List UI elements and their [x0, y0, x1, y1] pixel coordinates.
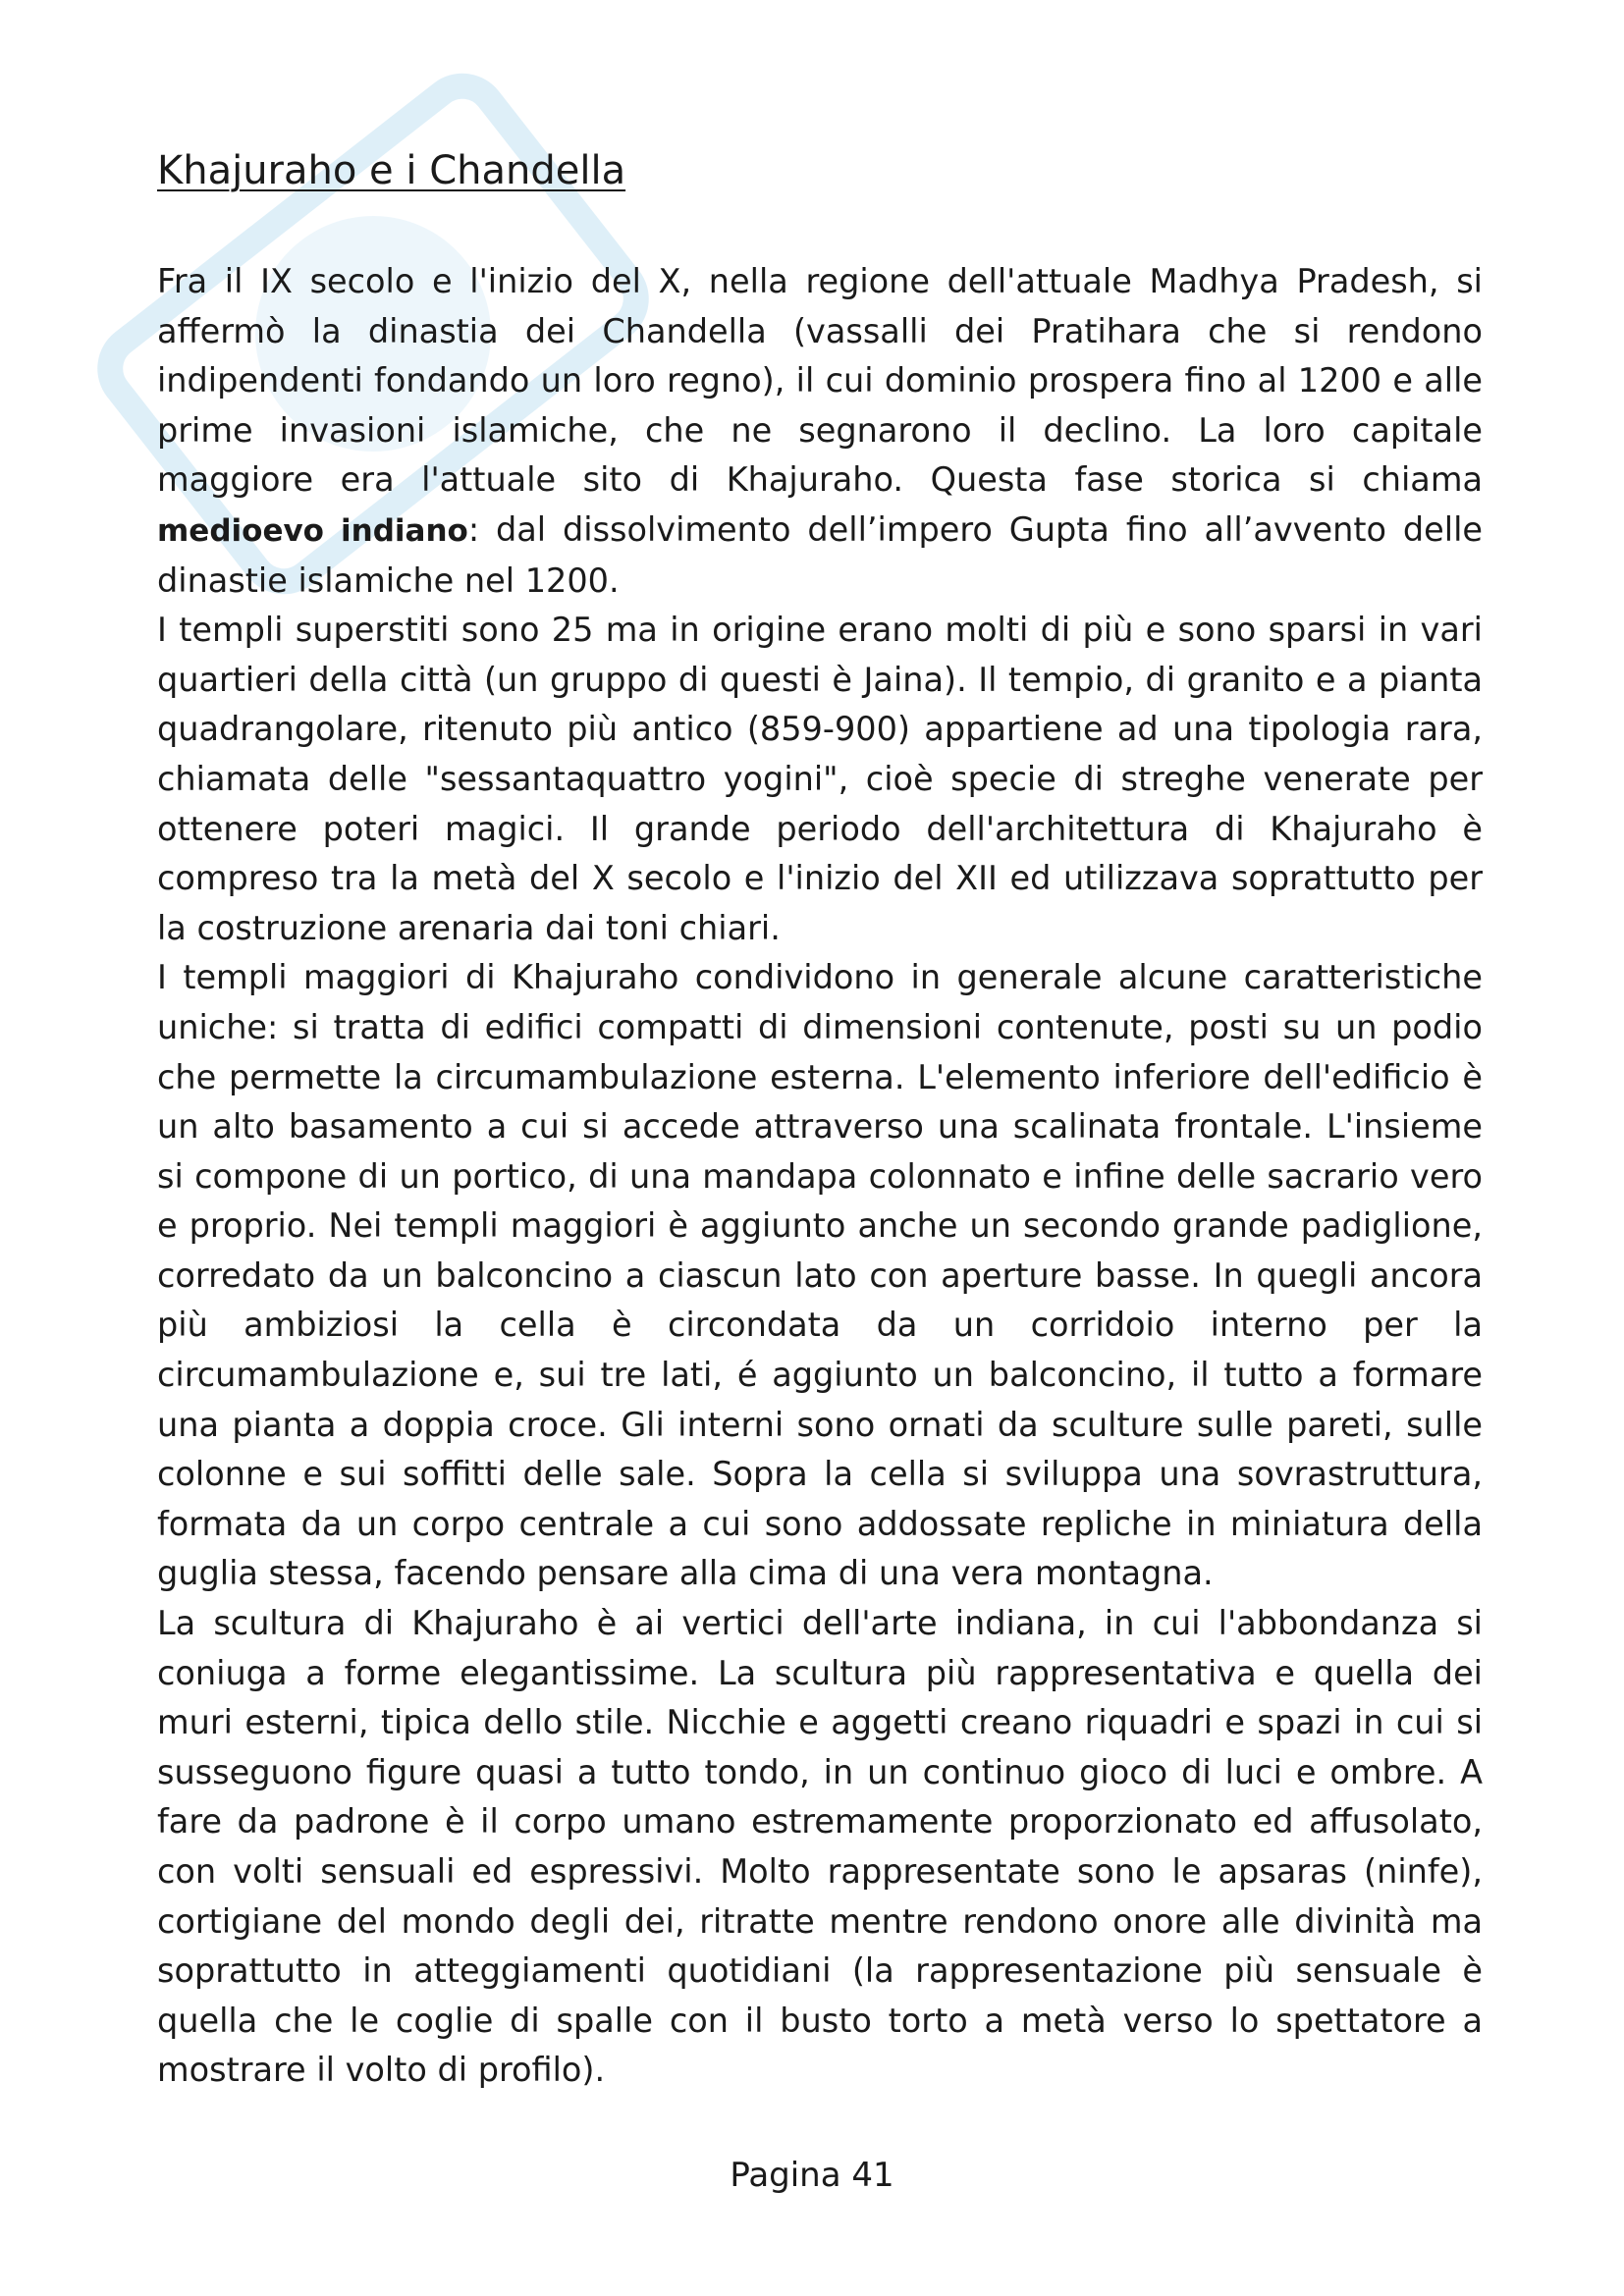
- document-title: Khajuraho e i Chandella: [157, 148, 626, 193]
- paragraph-1-text-end: : dal dissolvimento dell’impero Gupta fino all’avvento delle dinastie islamiche nel 1200.: [157, 509, 1483, 600]
- paragraph-3: I templi maggiori di Khajuraho condividono in generale alcune caratteristiche uniche: si tratta di edifici compatti di dimensioni contenute, posti su un podio che permette la circumambulazione esterna. L'elemento inferiore dell'edificio è un alto basamento a cui si accede attraverso una scalinata frontale. L'insieme si compone di un portico, di una mandapa colonnato e infine delle sacrario vero e proprio. Nei templi maggiori è aggiunto anche un secondo grande padiglione, corredato da un balconcino a ciascun lato con aperture basse. In quegli ancora più ambiziosi la cella è circondata da un corridoio interno per la circumambulazione e, sui tre lati, é aggiunto un balconcino, il tutto a formare una pianta a doppia croce. Gli interni sono ornati da sculture sulle pareti, sulle colonne e sui soffitti delle sale. Sopra la cella si sviluppa una sovrastruttura, formata da un corpo centrale a cui sono addossate repliche in miniatura della guglia stessa, facendo pensare alla cima di una vera montagna.: [157, 958, 1483, 1593]
- document-body: [157, 257, 1483, 2096]
- paragraph-1: [157, 257, 1483, 606]
- bold-term-medioevo-indiano: medioevo indiano: [157, 512, 468, 549]
- page-number: Pagina 41: [730, 2156, 894, 2195]
- paragraph-1-text-start: Fra il IX secolo e l'inizio del X, nella regione dell'attuale Madhya Pradesh, si affermò la dinastia dei Chandella (vassalli dei Pratihara che si rendono indipendenti fondando un loro regno), il cui dominio prospera fino al 1200 e alle prime invasioni islamiche, che ne segnarono il declino. La loro capitale maggiore era l'attuale sito di Khajuraho. Questa fase storica si chiama: [157, 262, 1483, 500]
- paragraph-2: I templi superstiti sono 25 ma in origine erano molti di più e sono sparsi in vari quartieri della città (un gruppo di questi è Jaina). Il tempio, di granito e a pianta quadrangolare, ritenuto più antico (859-900) appartiene ad una tipologia rara, chiamata delle "sessantaquattro yogini", cioè specie di streghe venerate per ottenere poteri magici. Il grande periodo dell'architettura di Khajuraho è compreso tra la metà del X secolo e l'inizio del XII ed utilizzava soprattutto per la costruzione arenaria dai toni chiari.: [157, 611, 1483, 947]
- paragraph-4: La scultura di Khajuraho è ai vertici dell'arte indiana, in cui l'abbondanza si coniuga a forme elegantissime. La scultura più rappresentativa e quella dei muri esterni, tipica dello stile. Nicchie e aggetti creano riquadri e spazi in cui si susseguono figure quasi a tutto tondo, in un continuo gioco di luci e ombre. A fare da padrone è il corpo umano estremamente proporzionato ed affusolato, con volti sensuali ed espressivi. Molto rappresentate sono le apsaras (ninfe), cortigiane del mondo degli dei, ritratte mentre rendono onore alle divinità ma soprattutto in atteggiamenti quotidiani (la rappresentazione più sensuale è quella che le coglie di spalle con il busto torto a metà verso lo spettatore a mostrare il volto di profilo).: [157, 1604, 1483, 2090]
